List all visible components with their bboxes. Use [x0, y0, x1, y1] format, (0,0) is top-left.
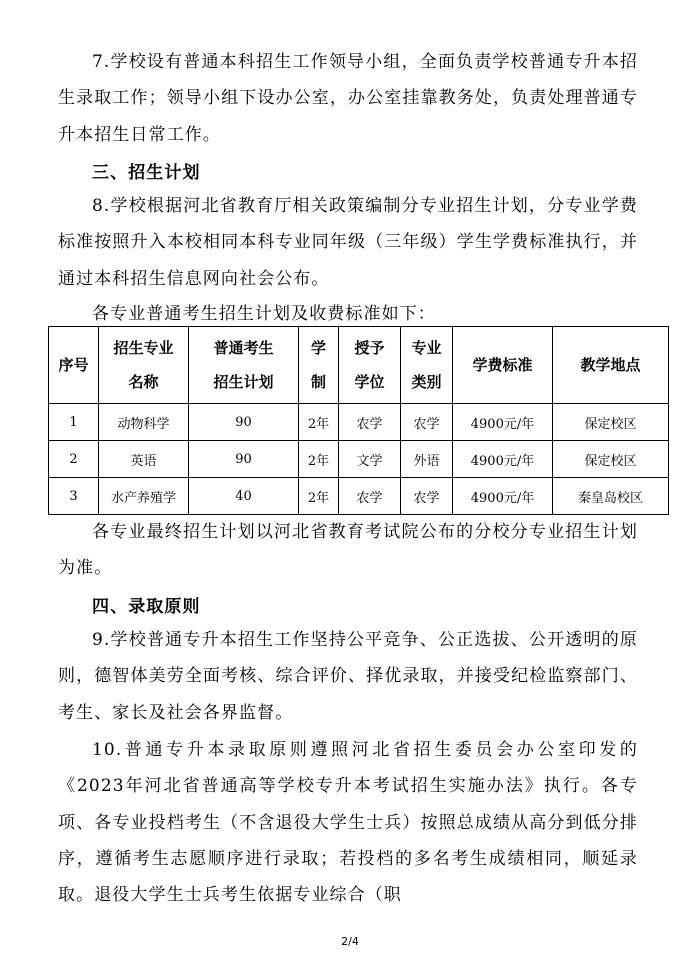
cell-fee: 4900元/年 [453, 478, 553, 515]
cell-plan: 90 [189, 404, 299, 441]
cell-plan: 90 [189, 441, 299, 478]
header-category: 专业 类别 [401, 327, 453, 404]
paragraph-7: 7.学校设有普通本科招生工作领导小组，全面负责学校普通专升本招生录取工作；领导小组下设办公室，办公室挂靠教务处，负责处理普通专升本招生日常工作。 [58, 52, 638, 145]
table-row [49, 441, 669, 478]
paragraph-9: 9.学校普通专升本招生工作坚持公平竞争、公正选拔、公开透明的原则，德智体美劳全面考核、综合评价、择优录取，并接受纪检监察部门、考生、家长及社会各界监督。 [58, 630, 638, 723]
cell-system: 2年 [299, 478, 339, 515]
cell-plan: 40 [189, 478, 299, 515]
header-location: 教学地点 [553, 327, 669, 404]
header-system: 学 制 [299, 327, 339, 404]
cell-category: 农学 [401, 404, 453, 441]
table-header-row [49, 327, 669, 404]
section-heading-enrollment-plan: 三、招生计划 [92, 163, 201, 183]
cell-location: 秦皇岛校区 [553, 478, 669, 515]
header-fee: 学费标准 [453, 327, 553, 404]
table-intro: 各专业普通考生招生计划及收费标准如下： [92, 304, 436, 324]
cell-degree: 文学 [339, 441, 401, 478]
cell-fee: 4900元/年 [453, 441, 553, 478]
cell-location: 保定校区 [553, 441, 669, 478]
cell-degree: 农学 [339, 404, 401, 441]
header-seq: 序号 [49, 327, 99, 404]
cell-system: 2年 [299, 441, 339, 478]
paragraph-10: 10.普通专升本录取原则遵照河北省招生委员会办公室印发的《2023年河北省普通高等学校专升本考试招生实施办法》执行。各专项、各专业投档考生（不含退役大学生士兵）按照总成绩从高分到低分排序，遵循考生志愿顺序进行录取；若投档的多名考生成绩相同，顺延录取。退役大学生士兵考生依据专业综合（职 [58, 740, 638, 906]
cell-seq: 2 [49, 441, 99, 478]
table-row [49, 404, 669, 441]
section-heading-admission-principles: 四、录取原则 [92, 597, 201, 617]
cell-fee: 4900元/年 [453, 404, 553, 441]
cell-seq: 3 [49, 478, 99, 515]
cell-category: 外语 [401, 441, 453, 478]
page-number: 2/4 [341, 935, 359, 948]
table-note: 各专业最终招生计划以河北省教育考试院公布的分校分专业招生计划为准。 [58, 522, 638, 579]
cell-system: 2年 [299, 404, 339, 441]
cell-seq: 1 [49, 404, 99, 441]
header-degree: 授予 学位 [339, 327, 401, 404]
cell-degree: 农学 [339, 478, 401, 515]
cell-major: 水产养殖学 [99, 478, 189, 515]
cell-category: 农学 [401, 478, 453, 515]
table-row [49, 478, 669, 515]
paragraph-8: 8.学校根据河北省教育厅相关政策编制分专业招生计划，分专业学费标准按照升入本校相同本科专业同年级（三年级）学生学费标准执行，并通过本科招生信息网向社会公布。 [58, 196, 638, 289]
cell-major: 英语 [99, 441, 189, 478]
cell-major: 动物科学 [99, 404, 189, 441]
header-major: 招生专业 名称 [99, 327, 189, 404]
header-plan: 普通考生 招生计划 [189, 327, 299, 404]
cell-location: 保定校区 [553, 404, 669, 441]
enrollment-plan-table [48, 326, 669, 515]
